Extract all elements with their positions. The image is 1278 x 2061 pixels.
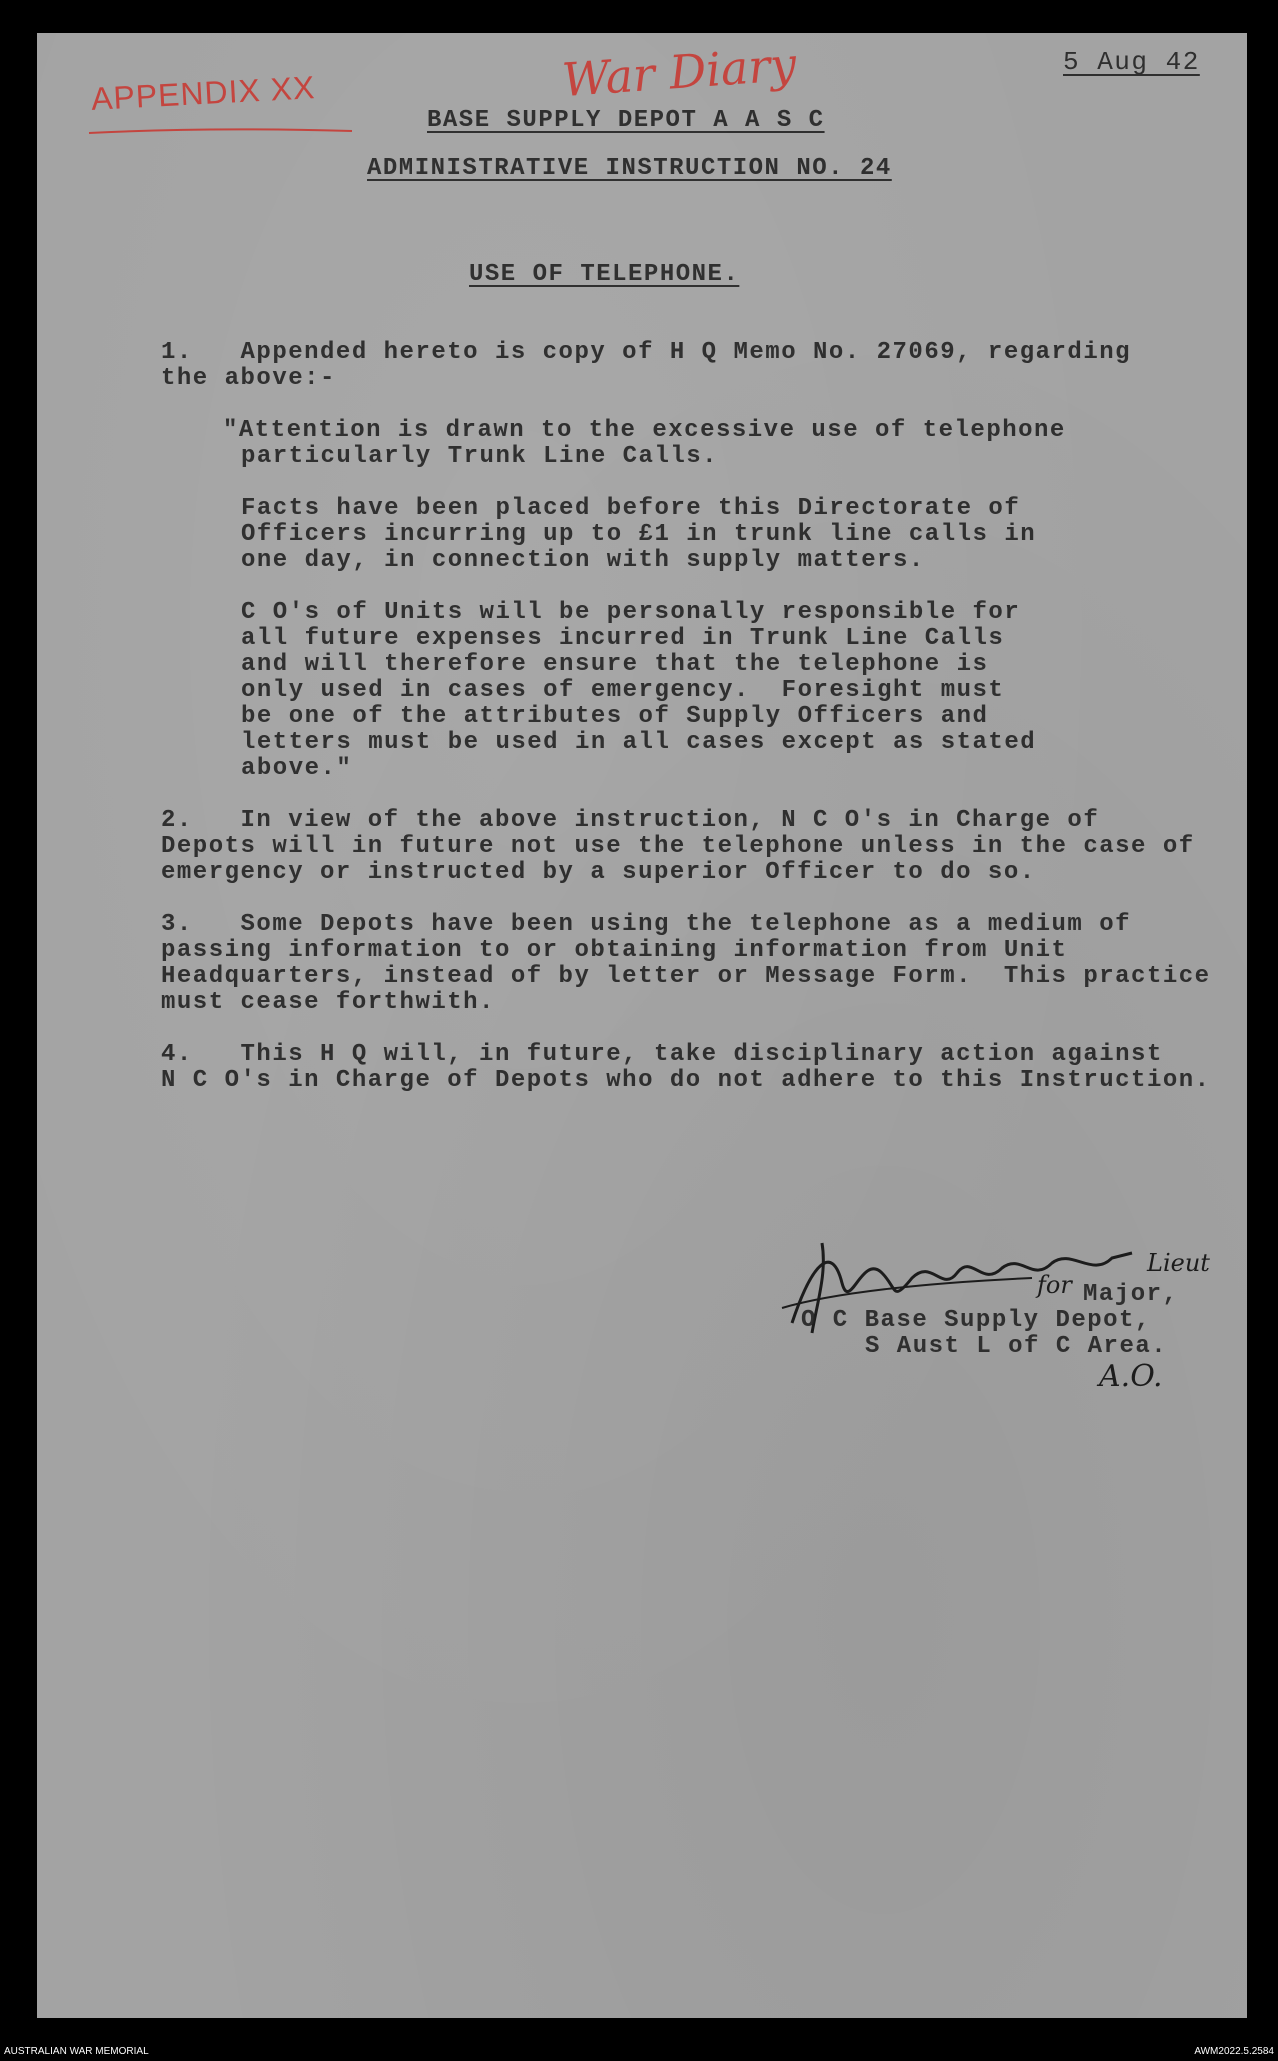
para2-line: Depots will in future not use the telephone unless in the case of [161,833,1195,860]
para1-line2: the above:- [161,365,336,392]
quote-line: particularly Trunk Line Calls. [241,443,719,470]
document-date: 5 Aug 42 [1063,47,1200,77]
quote-line: one day, in connection with supply matters. [241,547,925,574]
footer-left: AUSTRALIAN WAR MEMORIAL [4,2046,149,2057]
signature-line: Major, [1083,1281,1179,1308]
quote-line: and will therefore ensure that the telephone is [241,651,989,678]
subject-heading: USE OF TELEPHONE. [469,261,740,288]
para3-line: Headquarters, instead of by letter or Message Form. This practice [161,963,1211,990]
signature-initials: A.O. [1099,1359,1163,1394]
quote-line: only used in cases of emergency. Foresight must [241,677,1005,704]
signature-for: for [1037,1271,1072,1299]
quote-line: letters must be used in all cases except as stated [241,729,1037,756]
para4-line: N C O's in Charge of Depots who do not adhere to this Instruction. [161,1067,1211,1094]
appendix-underline [87,125,357,137]
quote-line: be one of the attributes of Supply Officers and [241,703,989,730]
heading-instruction: ADMINISTRATIVE INSTRUCTION NO. 24 [367,155,892,182]
para3-line: passing information to or obtaining information from Unit [161,937,1068,964]
quote-line: Facts have been placed before this Directorate of [241,495,1021,522]
para2-line: emergency or instructed by a superior Officer to do so. [161,859,1036,886]
signature-lieut: Lieut [1147,1249,1210,1277]
quote-line: all future expenses incurred in Trunk Line Calls [241,625,1005,652]
para2-line: 2. In view of the above instruction, N C O's in Charge of [161,807,1100,834]
heading-unit: BASE SUPPLY DEPOT A A S C [427,107,825,134]
quote-line: C O's of Units will be personally responsible for [241,599,1021,626]
quote-line: Officers incurring up to £1 in trunk line calls in [241,521,1037,548]
para4-line: 4. This H Q will, in future, take disciplinary action against [161,1041,1163,1068]
document-page [37,33,1247,2018]
signature-line: O C Base Supply Depot, [801,1307,1151,1334]
war-diary-annotation: War Diary [560,36,798,108]
signature-line: S Aust L of C Area. [865,1333,1168,1360]
para3-line: must cease forthwith. [161,989,495,1016]
para3-line: 3. Some Depots have been using the telephone as a medium of [161,911,1132,938]
footer-right: AWM2022.5.2584 [1194,2046,1274,2057]
quote-line: "Attention is drawn to the excessive use of telephone [223,417,1066,444]
para1-line1: 1. Appended hereto is copy of H Q Memo No. 27069, regarding [161,339,1132,366]
appendix-annotation: APPENDIX XX [90,69,317,117]
quote-line: above." [241,755,353,782]
